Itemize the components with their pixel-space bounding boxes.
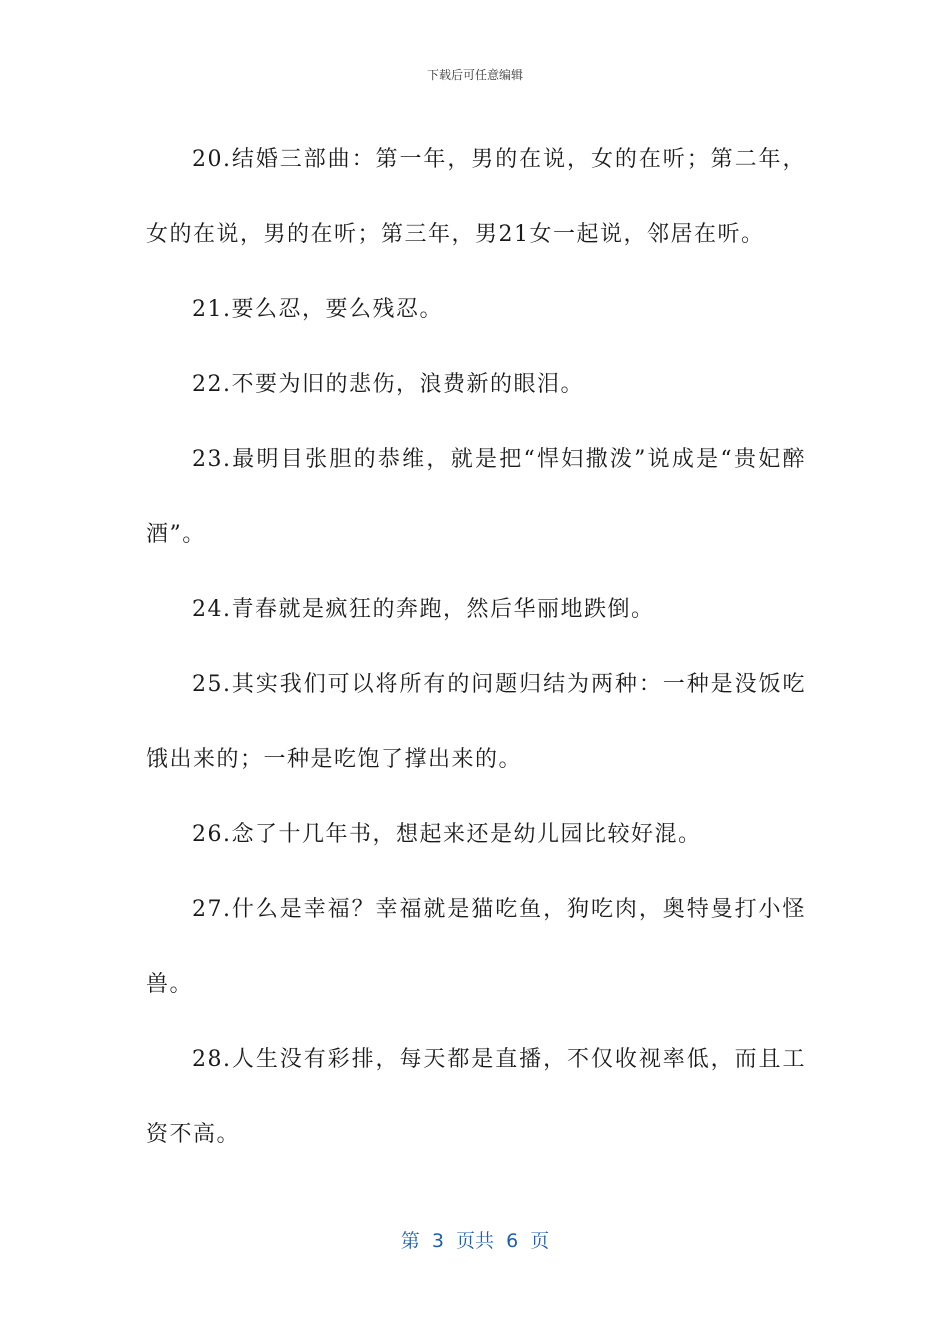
paragraph-21: 21.要么忍，要么残忍。 bbox=[192, 297, 443, 322]
paragraph-25: 25.其实我们可以将所有的问题归结为两种：一种是没饭吃饿出来的；一种是吃饱了撑出来的。 bbox=[146, 672, 806, 772]
document-body bbox=[146, 122, 806, 1172]
page-number: 第 3 页共 6 页 bbox=[400, 1230, 550, 1252]
paragraph-26: 26.念了十几年书，想起来还是幼儿园比较好混。 bbox=[192, 822, 702, 847]
paragraph-20: 20.结婚三部曲：第一年，男的在说，女的在听；第二年，女的在说，男的在听；第三年，男21女一起说，邻居在听。 bbox=[146, 147, 806, 247]
paragraph-27: 27.什么是幸福？幸福就是猫吃鱼，狗吃肉，奥特曼打小怪兽。 bbox=[146, 897, 806, 997]
paragraph-28: 28.人生没有彩排，每天都是直播，不仅收视率低，而且工资不高。 bbox=[146, 1047, 806, 1147]
paragraph-24: 24.青春就是疯狂的奔跑，然后华丽地跌倒。 bbox=[192, 597, 655, 622]
paragraph-22: 22.不要为旧的悲伤，浪费新的眼泪。 bbox=[192, 372, 584, 397]
header-note: 下载后可任意编辑 bbox=[426, 68, 523, 82]
paragraph-23: 23.最明目张胆的恭维，就是把“悍妇撒泼”说成是“贵妃醉酒”。 bbox=[146, 447, 806, 547]
